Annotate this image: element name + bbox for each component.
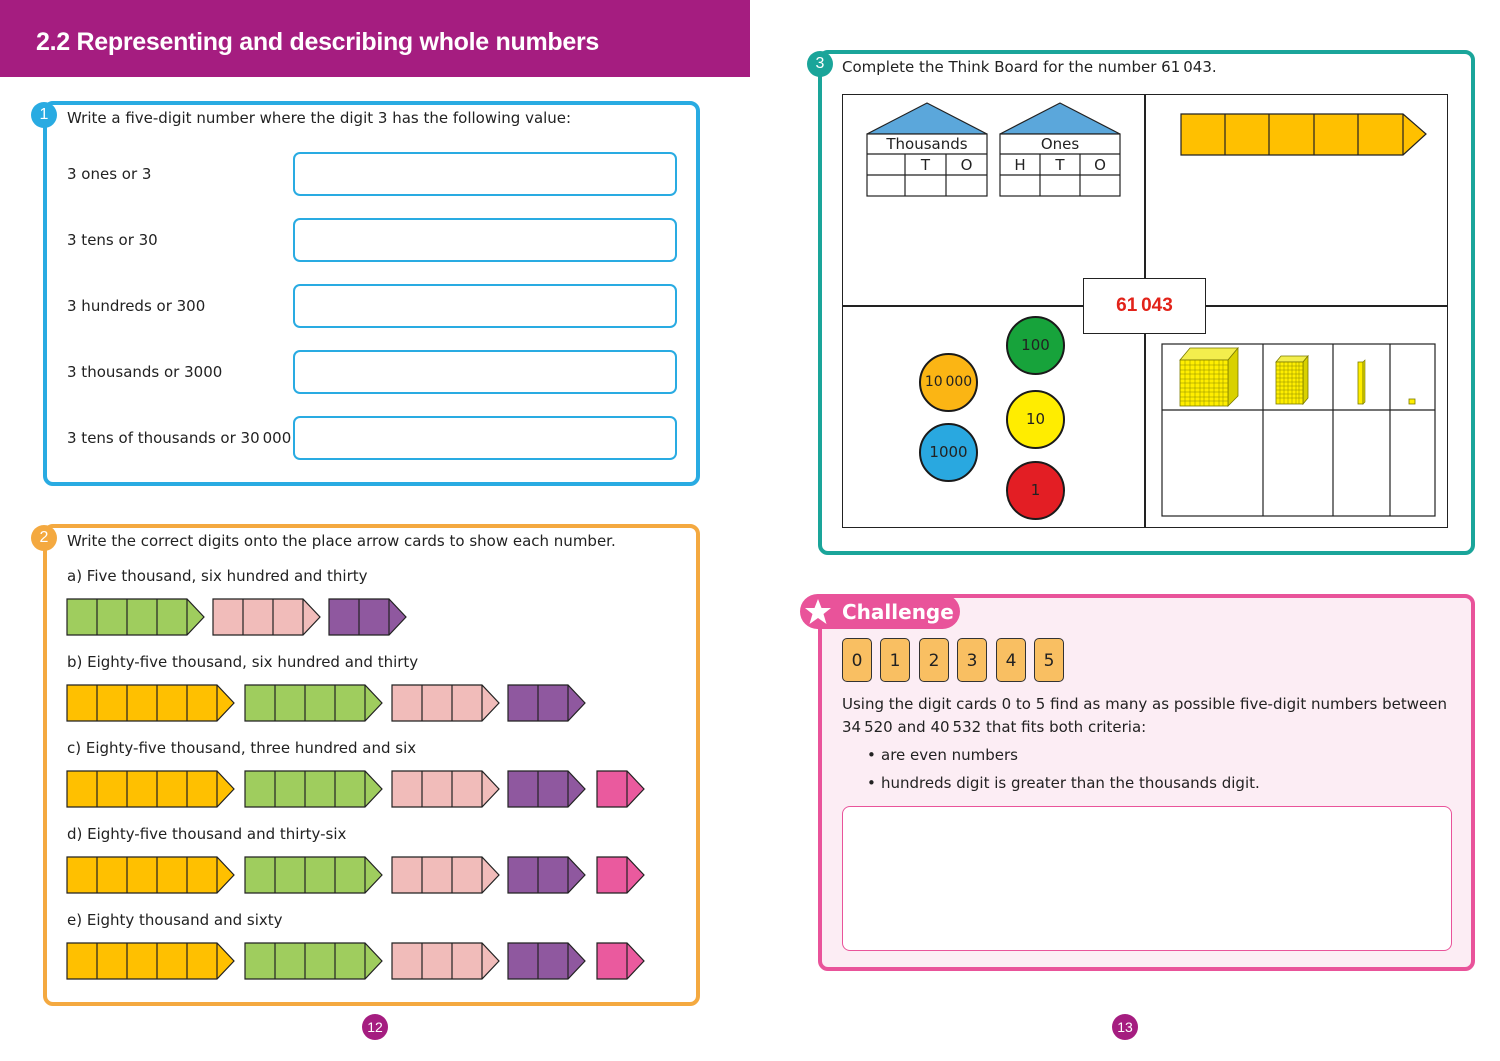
question-2-instruction: Write the correct digits onto the place arrow cards to show each number. <box>67 532 616 550</box>
ones-col-t: T <box>1055 156 1065 174</box>
q2-part-c-label: c) Eighty-five thousand, three hundred and six <box>67 739 417 757</box>
challenge-bullet-1: are even numbers <box>881 746 1018 764</box>
challenge-bullet-dot-1: • <box>867 746 876 764</box>
arrow-card-c-3[interactable] <box>392 771 499 807</box>
question-2-number: 2 <box>31 525 57 551</box>
q2-part-d-label: d) Eighty-five thousand and thirty-six <box>67 825 347 843</box>
page-number-left: 12 <box>362 1014 388 1040</box>
q2-part-a-label: a) Five thousand, six hundred and thirty <box>67 567 368 585</box>
q1-row-label-thousands: 3 thousands or 3000 <box>67 363 223 381</box>
arrow-card-e-5[interactable] <box>597 943 644 979</box>
arrow-card-a-1[interactable] <box>67 599 204 635</box>
counter-10000: 10 000 <box>919 353 978 412</box>
counter-1000: 1000 <box>919 423 978 482</box>
arrow-card-e-2[interactable] <box>245 943 382 979</box>
one-cube-icon <box>1409 399 1415 404</box>
counter-1: 1 <box>1006 461 1065 520</box>
digit-card-0: 0 <box>842 638 872 682</box>
think-board-arrow-card <box>1180 112 1430 158</box>
arrow-card-b-2[interactable] <box>245 685 382 721</box>
arrow-card-d-3[interactable] <box>392 857 499 893</box>
q1-row-label-tens: 3 tens or 30 <box>67 231 158 249</box>
arrow-card-a-3[interactable] <box>329 599 406 635</box>
thousand-cube-icon <box>1180 348 1238 406</box>
hundred-flat-icon <box>1276 356 1308 404</box>
arrow-card-c-2[interactable] <box>245 771 382 807</box>
arrow-card-b-3[interactable] <box>392 685 499 721</box>
question-3-number: 3 <box>807 51 833 77</box>
ones-col-o: O <box>1094 156 1106 174</box>
digit-card-1: 1 <box>880 638 910 682</box>
challenge-text-line-2: 34 520 and 40 532 that fits both criteria: <box>842 718 1147 736</box>
q1-row-label-hundreds: 3 hundreds or 300 <box>67 297 206 315</box>
thousands-col-o: O <box>960 156 973 174</box>
arrow-card-d-5[interactable] <box>597 857 644 893</box>
arrow-card-a-2[interactable] <box>213 599 320 635</box>
challenge-bullet-dot-2: • <box>867 774 876 792</box>
challenge-bullet-2: hundreds digit is greater than the thousands digit. <box>881 774 1260 792</box>
base-ten-table <box>1160 342 1438 518</box>
ones-col-h: H <box>1014 156 1026 174</box>
arrow-card-d-1[interactable] <box>67 857 234 893</box>
q2-part-e-label: e) Eighty thousand and sixty <box>67 911 283 929</box>
arrow-card-e-3[interactable] <box>392 943 499 979</box>
digit-card-5: 5 <box>1034 638 1064 682</box>
counter-10: 10 <box>1006 390 1065 449</box>
arrow-card-d-4[interactable] <box>508 857 585 893</box>
question-1-number: 1 <box>31 102 57 128</box>
think-board-center-number: 61 043 <box>1116 295 1173 316</box>
challenge-answer-box[interactable] <box>842 806 1452 951</box>
page-title: 2.2 Representing and describing whole numbers <box>36 28 600 56</box>
arrow-card-b-1[interactable] <box>67 685 234 721</box>
arrow-card-e-1[interactable] <box>67 943 234 979</box>
question-1-instruction: Write a five-digit number where the digit 3 has the following value: <box>67 109 572 127</box>
counter-100: 100 <box>1006 316 1065 375</box>
ones-header: Ones <box>1040 135 1080 153</box>
challenge-text-line-1: Using the digit cards 0 to 5 find as many as possible five-digit numbers between <box>842 695 1447 713</box>
digit-card-4: 4 <box>996 638 1026 682</box>
arrow-card-d-2[interactable] <box>245 857 382 893</box>
page-number-right: 13 <box>1112 1014 1138 1040</box>
challenge-label: Challenge <box>842 600 954 624</box>
ten-rod-icon <box>1358 360 1365 404</box>
q1-row-label-ten-thousands: 3 tens of thousands or 30 000 <box>67 429 292 447</box>
arrow-card-e-4[interactable] <box>508 943 585 979</box>
q1-row-label-ones: 3 ones or 3 <box>67 165 152 183</box>
digit-card-3: 3 <box>957 638 987 682</box>
arrow-card-b-4[interactable] <box>508 685 585 721</box>
thousands-col-t: T <box>920 156 931 174</box>
digit-card-2: 2 <box>919 638 949 682</box>
arrow-card-c-4[interactable] <box>508 771 585 807</box>
star-icon <box>803 597 833 627</box>
thousands-header: Thousands <box>886 135 968 153</box>
arrow-card-c-5[interactable] <box>597 771 644 807</box>
question-3-instruction: Complete the Think Board for the number 61 043. <box>842 58 1217 76</box>
q2-part-b-label: b) Eighty-five thousand, six hundred and thirty <box>67 653 419 671</box>
arrow-card-c-1[interactable] <box>67 771 234 807</box>
